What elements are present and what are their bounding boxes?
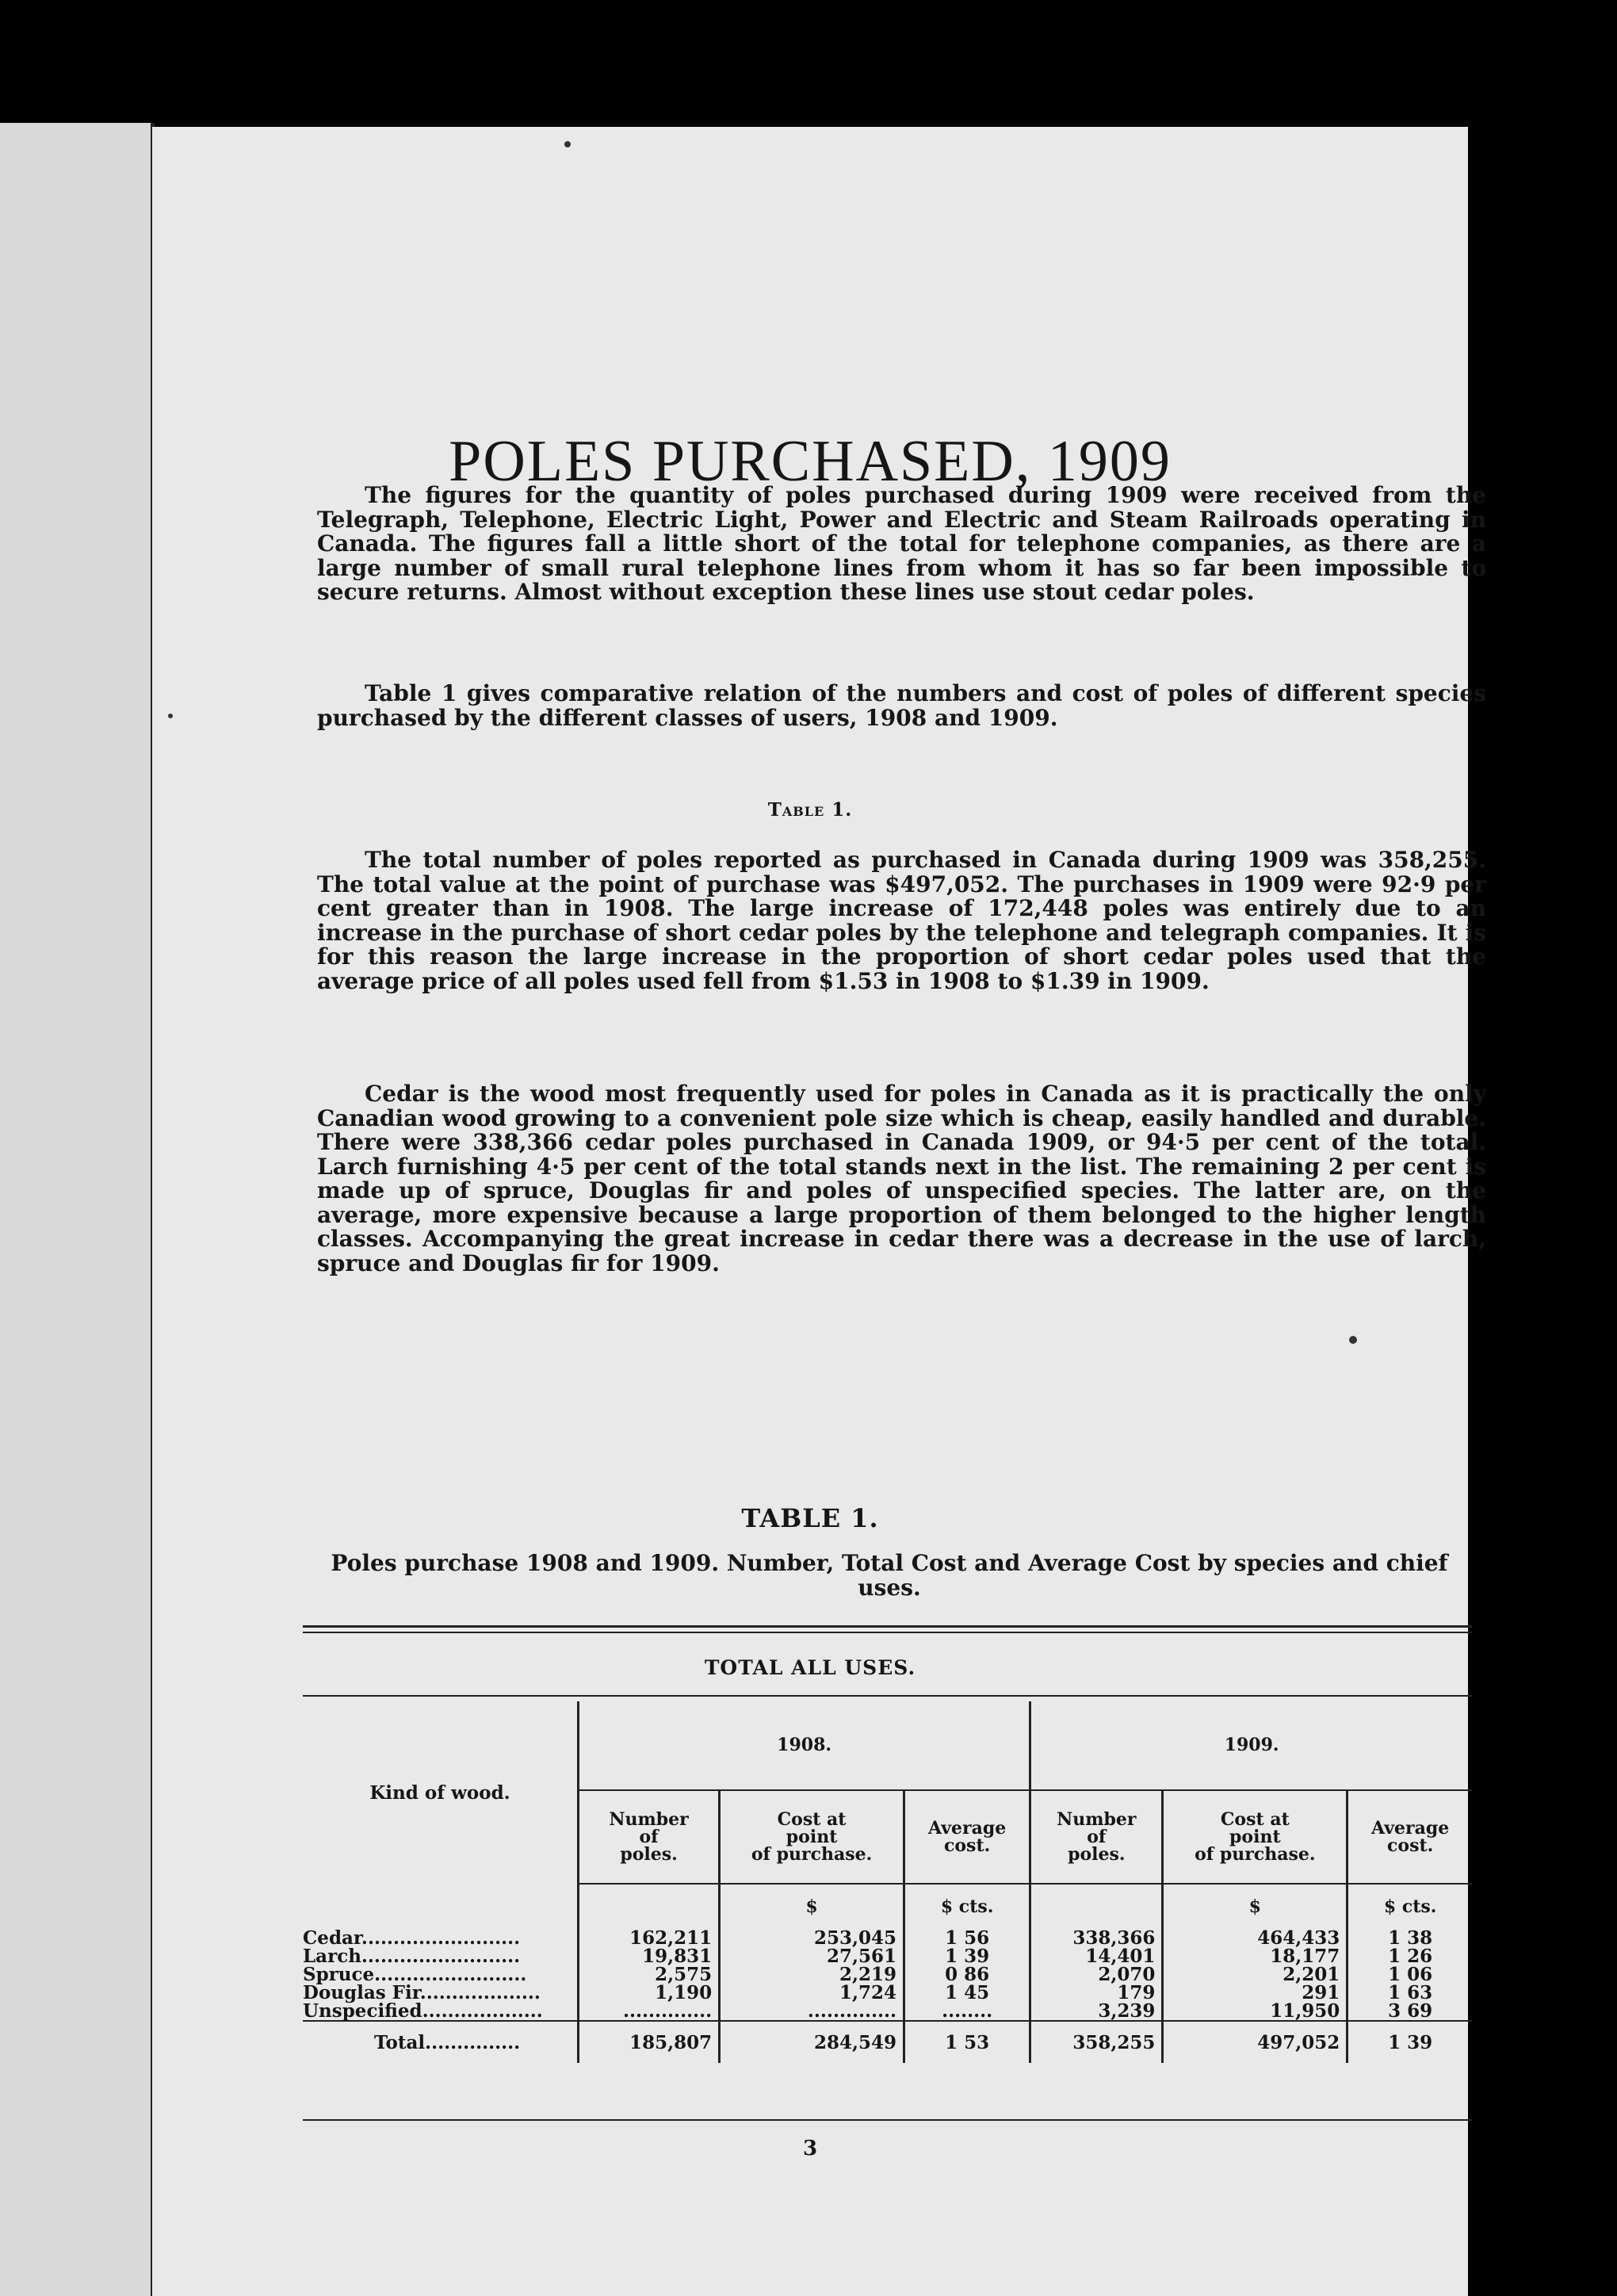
table-row-total: Total............... 185,807 284,549 1 53 358,255 497,052 1 39 [303,2021,1472,2063]
table-row-unspecified: Unspecified................... .............. .............. ........ 3,239 11,950 3 69 [303,2002,1472,2021]
table-description-paragraph: Table 1 gives comparative relation of the numbers and cost of poles of different species purchased by the different classes of users, 1908 and 1909. [317,680,1486,731]
unit-cost-1908: $ [720,1884,904,1929]
table-bottom-rule [303,2119,1472,2121]
ink-speck [168,714,173,718]
number-header-1909: Number of poles. [1030,1790,1163,1884]
unit-cost-1909: $ [1163,1884,1348,1929]
number-header-1908: Number of poles. [579,1790,720,1884]
units-row [303,1884,1472,1929]
year-1908-header: 1908. [579,1701,1030,1790]
ink-speck [1349,1336,1357,1344]
unit-avg-1908: $ cts. [904,1884,1030,1929]
table-reference: Table 1. [767,799,853,821]
section-rule [303,1695,1472,1697]
table-caption: Poles purchase 1908 and 1909. Number, Total Cost and Average Cost by species and chief uses. [331,1550,1448,1601]
ink-speck [564,141,571,147]
table-top-rule-thin [303,1632,1472,1633]
cost-header-1909: Cost at point of purchase. [1163,1790,1348,1884]
adjacent-page-edge [0,123,155,2296]
document-page [152,127,1486,2296]
year-1909-header: 1909. [1030,1701,1472,1790]
page-title: POLES PURCHASED, 1909 [449,428,1172,494]
kind-of-wood-header: Kind of wood. [369,1781,510,1804]
table-section-title: TOTAL ALL USES. [704,1656,916,1679]
avg-header-1908: Average cost. [904,1790,1030,1884]
page-number: 3 [802,2137,818,2160]
totals-paragraph: The total number of poles reported as purchased in Canada during 1909 was 358,255. The total value at the point of purchase was $497,052. The purchases in 1909 were 92·9 per cent greater than in 1908. The large increase of 172,448 poles was entirely due to an increase in the purchase of short cedar poles by the telephone and telegraph companies. It is for this reason the large increase in the proportion of short cedar poles used that the average price of all poles used fell from $1.53 in 1908 to $1.39 in 1909. [317,847,1486,994]
poles-table [303,1701,1472,2063]
cost-header-1908: Cost at point of purchase. [720,1790,904,1884]
cedar-paragraph: Cedar is the wood most frequently used for poles in Canada as it is practically the only Canadian wood growing to a convenient pole size which is cheap, easily handled and durable. There were 338,366 cedar poles purchased in Canada 1909, or 94·5 per cent of the total. Larch furnishing 4·5 per cent of the total stands next in the list. The remaining 2 per cent is made up of spruce, Douglas fir and poles of unspecified species. The latter are, on the average, more expensive because a large proportion of them belonged to the higher length classes. Accompanying the great increase in cedar there was a decrease in the use of larch, spruce and Douglas fir for 1909. [317,1081,1486,1276]
table-row-larch: Larch......................... 19,831 27,561 1 39 14,401 18,177 1 26 [303,1947,1472,1965]
table-heading: TABLE 1. [741,1503,879,1533]
unit-avg-1909: $ cts. [1348,1884,1472,1929]
table-row-spruce: Spruce........................ 2,575 2,219 0 86 2,070 2,201 1 06 [303,1965,1472,1984]
intro-paragraph: The figures for the quantity of poles purchased during 1909 were received from the Telegraph, Telephone, Electric Light, Power and Electric and Steam Railroads operating in Canada. The figures fall a little short of the total for telephone companies, as there are a large number of small rural telephone lines from whom it has so far been impossible to secure returns. Almost without exception these lines use stout cedar poles. [317,482,1486,605]
avg-header-1909: Average cost. [1348,1790,1472,1884]
table-row-douglas-fir: Douglas Fir................... 1,190 1,724 1 45 179 291 1 63 [303,1984,1472,2002]
table-row-cedar: Cedar......................... 162,211 253,045 1 56 338,366 464,433 1 38 [303,1929,1472,1947]
table-top-rule [303,1625,1472,1628]
